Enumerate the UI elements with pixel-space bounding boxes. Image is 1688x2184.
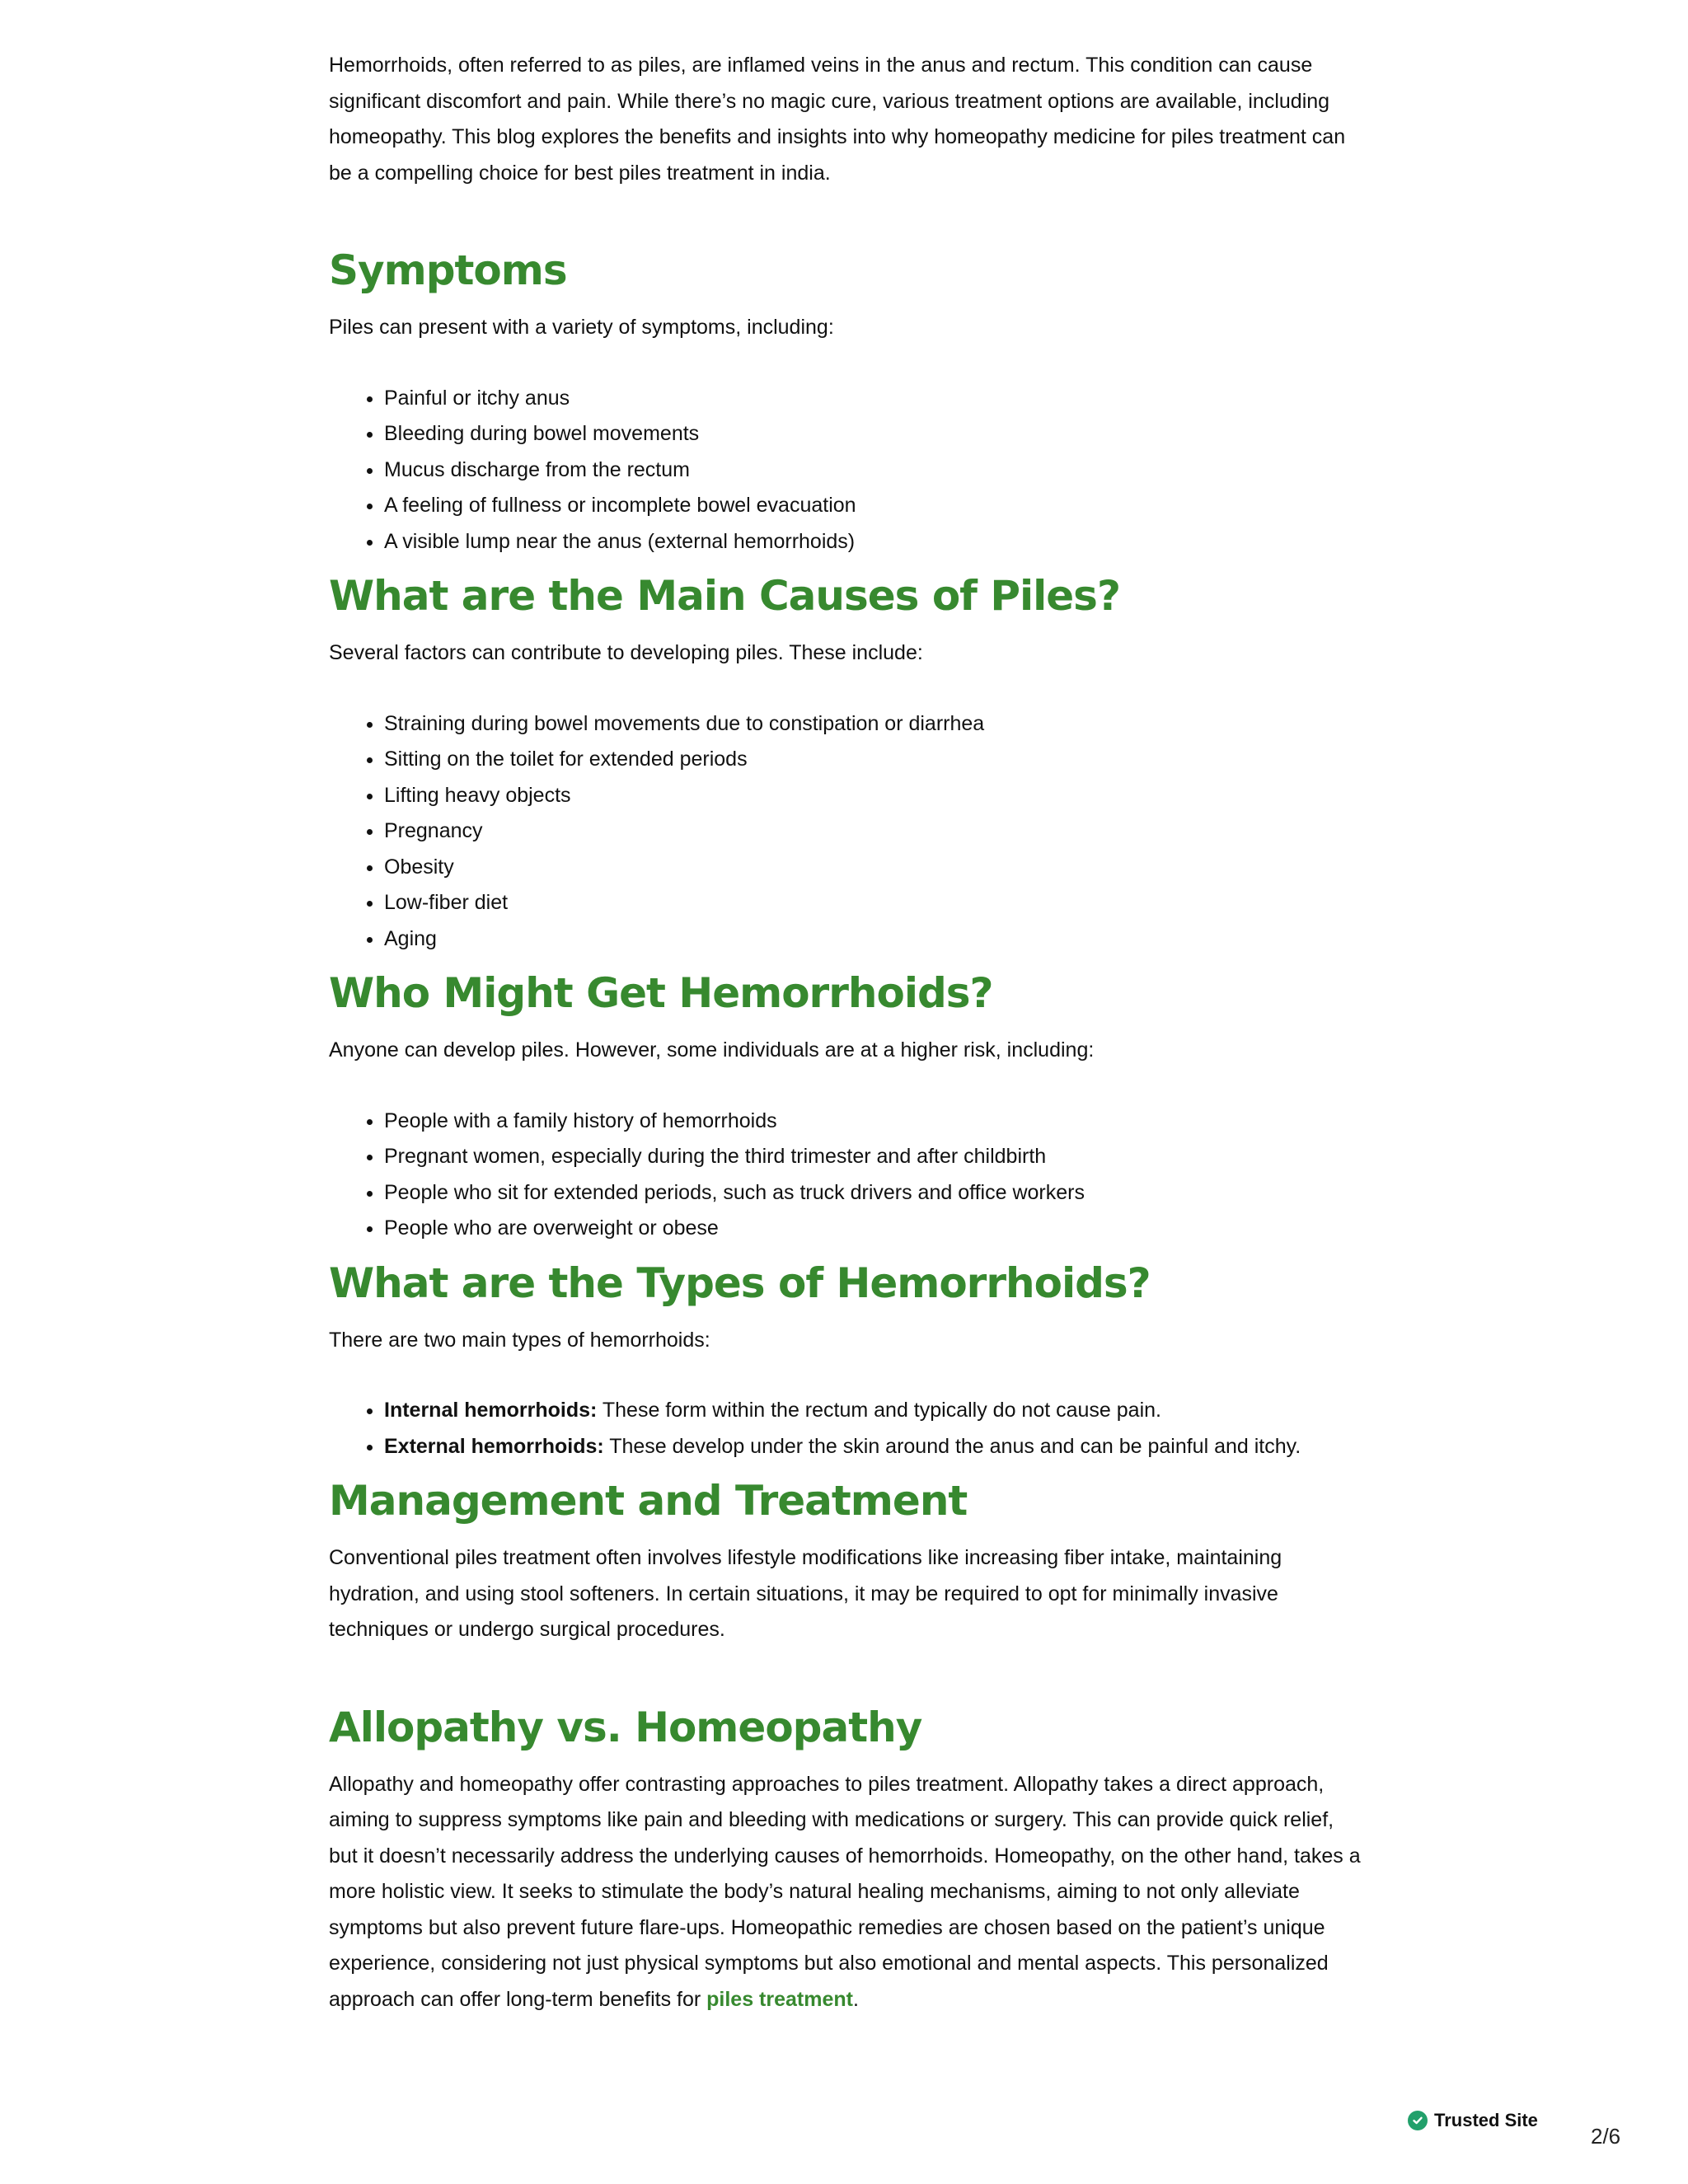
allopathy-text — [329, 1767, 1367, 2018]
type-term: Internal hemorrhoids: — [384, 1399, 598, 1422]
type-desc: These develop under the skin around the anus and can be painful and itchy. — [603, 1434, 1301, 1458]
list-item: • Lifting heavy objects — [384, 778, 1367, 814]
heading-who: Who Might Get Hemorrhoids? — [329, 969, 993, 1017]
list-item: • Pregnancy — [384, 813, 1367, 850]
heading-management: Management and Treatment — [329, 1477, 968, 1525]
heading-allopathy: Allopathy vs. Homeopathy — [329, 1703, 922, 1751]
who-list — [329, 1104, 1367, 1247]
causes-intro: Several factors can contribute to developing piles. These include: — [329, 641, 923, 664]
list-item: • Pregnant women, especially during the third trimester and after childbirth — [384, 1139, 1367, 1175]
list-item: • A feeling of fullness or incomplete bowel evacuation — [384, 488, 1367, 524]
list-item: • A visible lump near the anus (external hemorrhoids) — [384, 524, 1367, 560]
trusted-site-badge[interactable] — [1408, 2110, 1538, 2131]
symptoms-list — [329, 381, 1367, 560]
list-item: • People who sit for extended periods, such as truck drivers and office workers — [384, 1175, 1367, 1212]
heading-types: What are the Types of Hemorrhoids? — [329, 1258, 1151, 1307]
types-intro: There are two main types of hemorrhoids: — [329, 1328, 710, 1352]
type-desc: These form within the rectum and typically do not cause pain. — [597, 1399, 1161, 1422]
list-item: • Low-fiber diet — [384, 885, 1367, 921]
management-text: Conventional piles treatment often involves lifestyle modifications like increasing fiber intake, maintaining hydration, and using stool softeners. In certain situations, it may be required to opt for minimally invasive techniques or undergo surgical procedures. — [329, 1546, 1282, 1641]
piles-treatment-link[interactable]: piles treatment — [706, 1987, 853, 2011]
allopathy-body: Allopathy and homeopathy offer contrasting approaches to piles treatment. Allopathy takes a direct approach, aiming to suppress symptoms like pain and bleeding with medications or surgery. This can provide quick relief, but it doesn’t necessarily address the underlying causes of hemorrhoids. Homeopathy, on the other hand, takes a more holistic view. It seeks to stimulate the body’s natural healing mechanisms, aiming to not only alleviate symptoms but also prevent future flare-ups. Homeopathic remedies are chosen based on the patient’s unique experience, considering not just physical symptoms but also emotional and mental aspects. This personalized approach can offer long-term benefits for — [329, 1772, 1361, 2011]
list-item: • Aging — [384, 921, 1367, 958]
list-item — [384, 1393, 1367, 1429]
list-item: • Sitting on the toilet for extended periods — [384, 742, 1367, 778]
list-item: • Obesity — [384, 850, 1367, 886]
article — [329, 48, 1367, 2018]
list-item: • People who are overweight or obese — [384, 1211, 1367, 1247]
who-intro: Anyone can develop piles. However, some individuals are at a higher risk, including: — [329, 1038, 1095, 1062]
list-item: • People with a family history of hemorrhoids — [384, 1104, 1367, 1140]
intro-paragraph: Hemorrhoids, often referred to as piles, are inflamed veins in the anus and rectum. This condition can cause significant discomfort and pain. While there’s no magic cure, various treatment options are available, including homeopathy. This blog explores the benefits and insights into why homeopathy medicine for piles treatment can be a compelling choice for best piles treatment in india. — [329, 54, 1346, 185]
type-term: External hemorrhoids: — [384, 1434, 604, 1458]
list-item: • Bleeding during bowel movements — [384, 416, 1367, 452]
causes-list — [329, 706, 1367, 958]
heading-causes: What are the Main Causes of Piles? — [329, 572, 1120, 620]
list-item — [384, 1429, 1367, 1465]
symptoms-intro: Piles can present with a variety of symptoms, including: — [329, 316, 834, 339]
list-item: • Mucus discharge from the rectum — [384, 452, 1367, 489]
list-item: • Straining during bowel movements due to constipation or diarrhea — [384, 706, 1367, 743]
heading-symptoms: Symptoms — [329, 246, 567, 294]
sentence-end: . — [852, 1987, 859, 2011]
page-number: 2/6 — [1591, 2124, 1621, 2149]
types-list — [329, 1393, 1367, 1465]
list-item: • Painful or itchy anus — [384, 381, 1367, 417]
check-circle-icon — [1408, 2111, 1428, 2130]
trusted-site-label: Trusted Site — [1434, 2110, 1538, 2130]
